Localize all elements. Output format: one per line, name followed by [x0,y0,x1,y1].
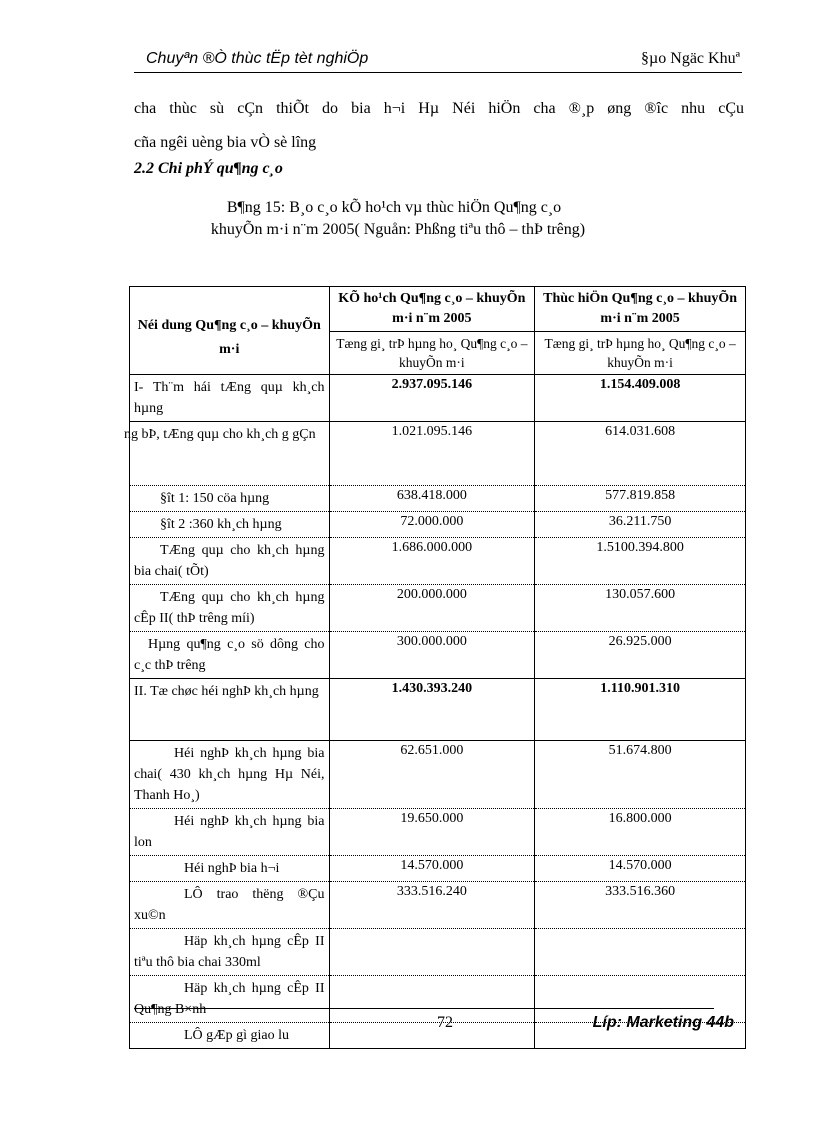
table-row [130,375,746,422]
row-label: §ît 2 :360 kh¸ch hµng [130,512,330,538]
row-actual: 26.925.000 [535,632,746,679]
row-plan: 200.000.000 [329,585,535,632]
col-header-actual: Thùc hiÖn Qu¶ng c¸o – khuyÕn m·i n¨m 2005 [535,287,746,332]
row-label: I- Th¨m hái tÆng quµ kh¸ch hµng [130,375,330,422]
row-actual: 577.819.858 [535,486,746,512]
paragraph-line-2: cña ngêi uèng bia vÒ sè lîng [134,134,317,151]
row-plan: 638.418.000 [329,486,535,512]
row-plan [329,1023,535,1049]
row-actual: 16.800.000 [535,809,746,856]
table-row [130,486,746,512]
row-plan [329,929,535,976]
table-row [130,538,746,585]
row-label: II. Tæ chøc héi nghÞ kh¸ch hµng [130,679,330,741]
row-plan: 72.000.000 [329,512,535,538]
row-actual: 1.5100.394.800 [535,538,746,585]
row-actual: 1.110.901.310 [535,679,746,741]
row-label: Héi nghÞ bia h¬i [130,856,330,882]
col-subheader-plan: Tæng gi¸ trÞ hµng ho¸ Qu¶ng c¸o – khuyÕn m·i [329,332,535,375]
row-plan: 333.516.240 [329,882,535,929]
row-label: TÆng quµ cho kh¸ch hµng cÊp II( thÞ trêng míi) [130,585,330,632]
header-divider [134,72,742,73]
row-actual: 130.057.600 [535,585,746,632]
row-label: §ît 1: 150 cöa hµng [130,486,330,512]
table-row [130,679,746,741]
row-plan: 2.937.095.146 [329,375,535,422]
col-header-plan: KÕ ho¹ch Qu¶ng c¸o – khuyÕn m·i n¨m 2005 [329,287,535,332]
row-actual: 1.154.409.008 [535,375,746,422]
table-row [130,882,746,929]
col-header-content: Néi dung Qu¶ng c¸o – khuyÕn m·i [130,287,330,375]
row-label: LÔ trao thëng ®Çu xu©n [130,882,330,929]
paragraph-line-1: cha thùc sù cÇn thiÕt do bia h¬i Hµ Néi hiÖn cha ®¸p øng ®îc nhu cÇu [134,100,744,117]
row-plan: 62.651.000 [329,741,535,809]
table-row [130,632,746,679]
row-label: TÆng quµ cho kh¸ch hµng bia chai( tÕt) [130,538,330,585]
row-label: Häp kh¸ch hµng cÊp II tiªu thô bia chai 330ml [130,929,330,976]
row-plan: 1.430.393.240 [329,679,535,741]
section-title: 2.2 Chi phÝ qu¶ng c¸o [134,160,283,177]
table-caption-line-2: khuyÕn m·i n¨m 2005( Nguån: Phßng tiªu thô – thÞ trêng) [210,221,586,238]
row-plan: 300.000.000 [329,632,535,679]
row-label: Häp kh¸ch hµng cÊp II Qu¶ng B×nh [130,976,330,1023]
row-label: ng bÞ, tÆng quµ cho kh¸ch g gÇn [130,422,330,486]
row-plan: 1.021.095.146 [329,422,535,486]
table-caption-line-1: B¶ng 15: B¸o c¸o kÕ ho¹ch vµ thùc hiÖn Qu¶ng c¸o [226,199,562,216]
table-row [130,929,746,976]
row-label: LÔ gÆp gì giao lu [130,1023,330,1049]
row-actual: 333.516.360 [535,882,746,929]
col-subheader-actual: Tæng gi¸ trÞ hµng ho¸ Qu¶ng c¸o – khuyÕn m·i [535,332,746,375]
budget-table [124,286,746,1049]
page-number: 72 [437,1014,453,1031]
row-plan: 19.650.000 [329,809,535,856]
footer-divider [134,1008,714,1009]
table-row [130,741,746,809]
row-actual: 14.570.000 [535,856,746,882]
row-actual [535,929,746,976]
row-label: Héi nghÞ kh¸ch hµng bia lon [130,809,330,856]
row-actual: 36.211.750 [535,512,746,538]
row-actual: 51.674.800 [535,741,746,809]
header-left-title: Chuyªn ®Ò thùc tËp tèt nghiÖp [146,50,369,67]
table-row [130,809,746,856]
row-plan: 14.570.000 [329,856,535,882]
row-actual: 614.031.608 [535,422,746,486]
table-row [130,585,746,632]
row-label: Hµng qu¶ng c¸o sö dông cho c¸c thÞ trêng [130,632,330,679]
footer-class-label: Líp: Marketing 44b [592,1014,734,1031]
row-plan [329,976,535,1023]
table-row [130,856,746,882]
header-author: §µo Ngäc Khuª [641,50,740,67]
table-row [130,512,746,538]
row-plan: 1.686.000.000 [329,538,535,585]
table-row [130,422,746,486]
row-label: Héi nghÞ kh¸ch hµng bia chai( 430 kh¸ch hµng Hµ Néi, Thanh Ho¸) [130,741,330,809]
